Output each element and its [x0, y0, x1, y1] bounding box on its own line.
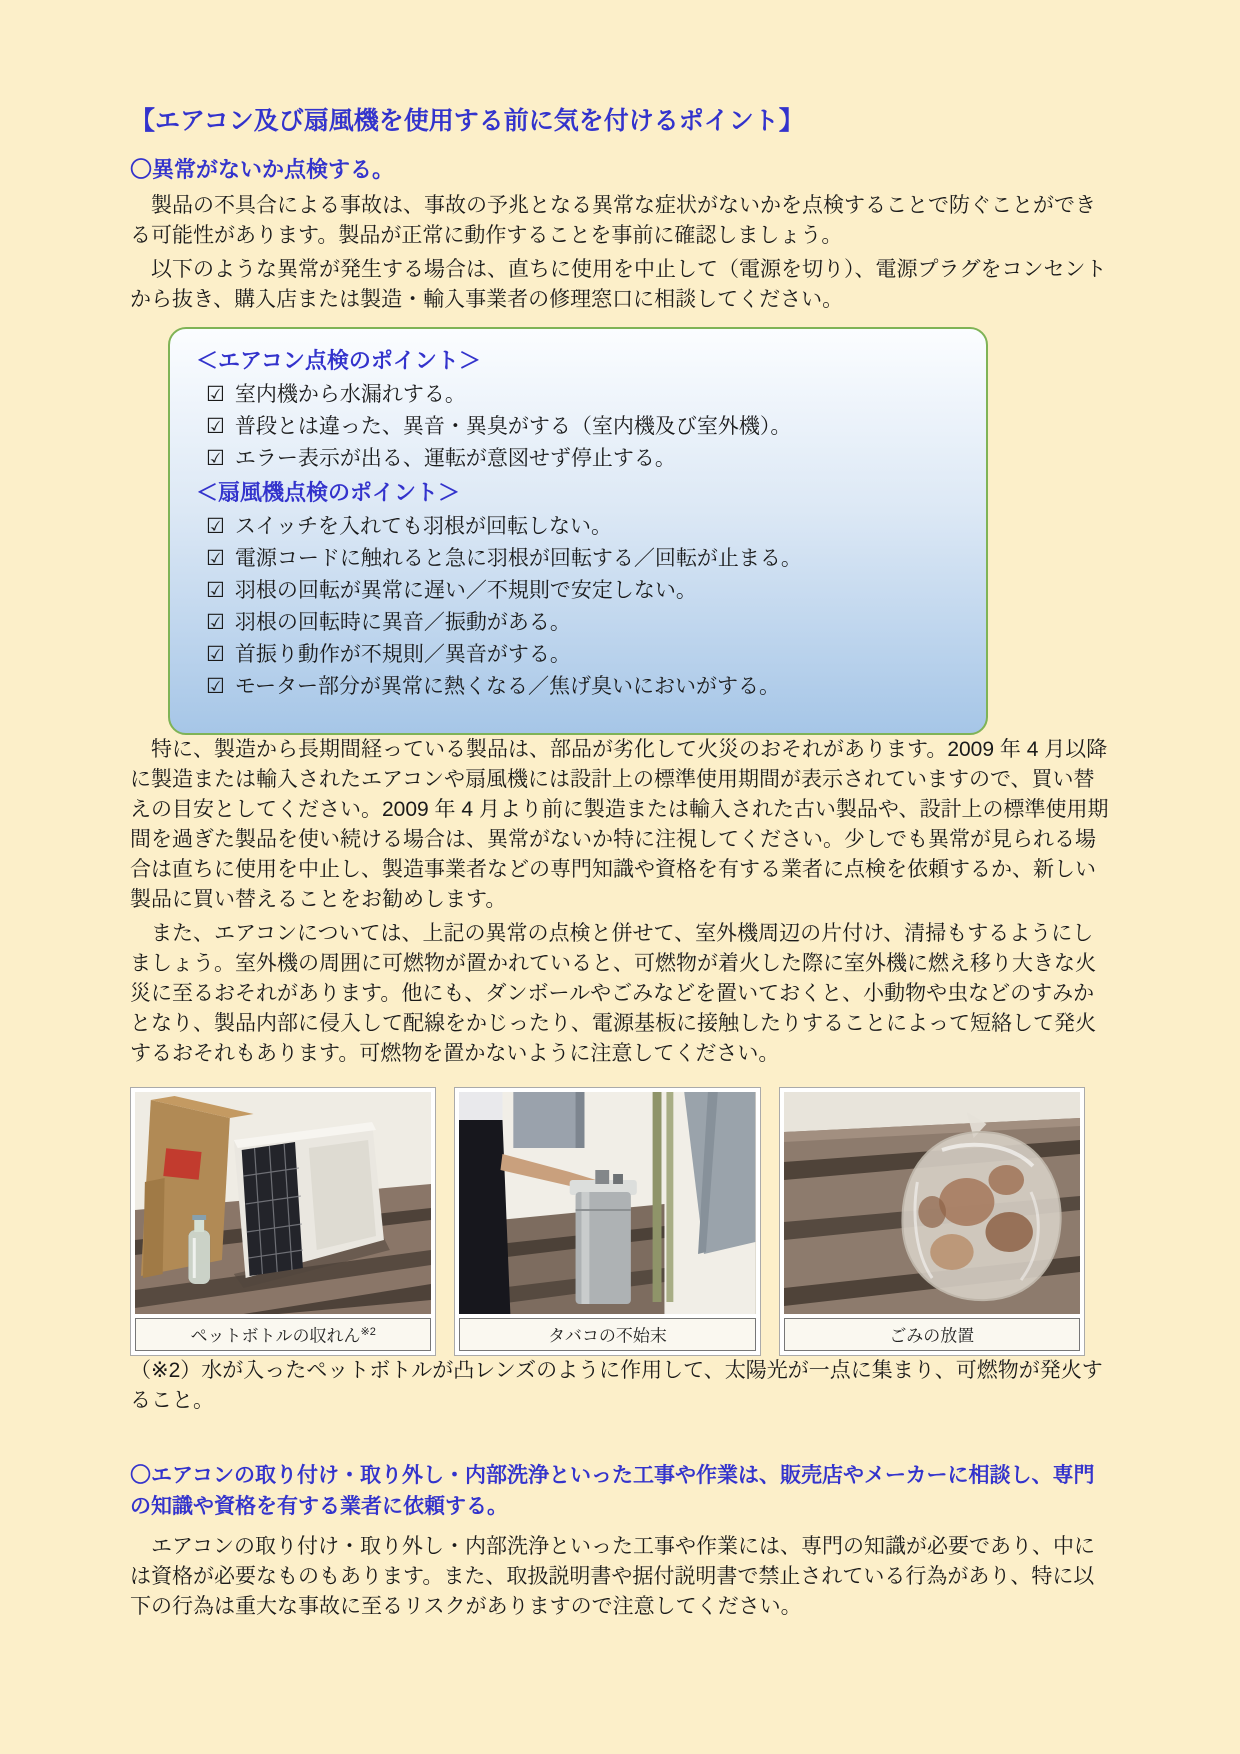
- checklist-item-fan-3: [206, 607, 960, 639]
- figure-caption-text: ごみの放置: [889, 1326, 975, 1346]
- figure-caption: [784, 1318, 1080, 1351]
- checklist-item-fan-5: [206, 671, 960, 703]
- checkbox-icon: ☑: [206, 383, 225, 406]
- figure-caption: [135, 1318, 431, 1351]
- paragraph-inspection-1: 製品の不具合による事故は、事故の予兆となる異常な症状がないかを点検することで防ぐことができる可能性があります。製品が正常に動作することを事前に確認しましょう。: [130, 194, 1096, 247]
- pet-bottle-outdoor-unit-image: [135, 1092, 431, 1314]
- checkbox-icon: ☑: [206, 415, 225, 438]
- paragraph-aging-products: 特に、製造から長期間経っている製品は、部品が劣化して火災のおそれがあります。2009 年 4 月以降に製造または輸入されたエアコンや扇風機には設計上の標準使用期間が表示されていますので、買い替えの目安としてください。2009 年 4 月より前に製造または輸入された古い製品や、設計上の標準使用期間を過ぎた製品を使い続ける場合は、異常がないか特に注視してください。少しでも異常が見られる場合は直ちに使用を中止し、製造事業者などの専門知識や資格を有する業者に点検を依頼するか、新しい製品に買い替えることをお勧めします。: [130, 738, 1109, 911]
- checkbox-icon: ☑: [206, 447, 225, 470]
- garbage-bag-image: [784, 1092, 1080, 1314]
- photo-cigarette: [454, 1087, 760, 1356]
- note-pet-bottle: （※2）水が入ったペットボトルが凸レンズのように作用して、太陽光が一点に集まり、可燃物が発火すること。: [130, 1358, 1103, 1412]
- figure-caption-text: ペットボトルの収れん: [190, 1326, 361, 1346]
- checklist-item-label: 羽根の回転時に異音／振動がある。: [234, 611, 571, 634]
- checkbox-icon: ☑: [206, 611, 225, 634]
- checklist-heading-fan: ＜扇風機点検のポイント＞: [196, 480, 461, 505]
- checklist-item-label: スイッチを入れても羽根が回転しない。: [234, 515, 612, 538]
- cigarette-disposal-image: [459, 1092, 755, 1314]
- figure-caption-sup: ※2: [360, 1326, 376, 1338]
- checklist-item-label: 首振り動作が不規則／異音がする。: [234, 643, 571, 666]
- checklist-item-fan-0: [206, 511, 960, 543]
- paragraph-installation: エアコンの取り付け・取り外し・内部洗浄といった工事や作業には、専門の知識が必要であり、中には資格が必要なものもあります。また、取扱説明書や据付説明書で禁止されている行為があり、特に以下の行為は重大な事故に至るリスクがありますので注意してください。: [130, 1534, 1095, 1618]
- photo-garbage: [779, 1087, 1085, 1356]
- checklist-item-aircon-2: [206, 443, 960, 475]
- checklist-item-label: 室内機から水漏れする。: [234, 383, 466, 406]
- checklist-item-fan-4: [206, 639, 960, 671]
- paragraph-outdoor-unit-cleanup: また、エアコンについては、上記の異常の点検と併せて、室外機周辺の片付け、清掃もするようにしましょう。室外機の周囲に可燃物が置かれていると、可燃物が着火した際に室外機に燃え移り大きな火災に至るおそれがあります。他にも、ダンボールやごみなどを置いておくと、小動物や虫などのすみかとなり、製品内部に侵入して配線をかじったり、電源基板に接触したりすることによって短絡して発火するおそれもあります。可燃物を置かないように注意してください。: [130, 922, 1096, 1065]
- checkbox-icon: ☑: [206, 579, 225, 602]
- checklist-item-label: エラー表示が出る、運転が意図せず停止する。: [234, 447, 676, 470]
- checkbox-icon: ☑: [206, 547, 225, 570]
- checkbox-icon: ☑: [206, 675, 225, 698]
- checklist-item-aircon-1: [206, 411, 960, 443]
- figure-caption: [459, 1318, 755, 1351]
- checklist-item-label: 電源コードに触れると急に羽根が回転する／回転が止まる。: [234, 547, 802, 570]
- figure-caption-text: タバコの不始末: [548, 1326, 667, 1346]
- checklist-box: [168, 327, 988, 735]
- section-heading-inspection: 〇異常がないか点検する。: [130, 157, 395, 182]
- paragraph-inspection-2: 以下のような異常が発生する場合は、直ちに使用を中止して（電源を切り）、電源プラグをコンセントから抜き、購入店または製造・輸入事業者の修理窓口に相談してください。: [130, 258, 1107, 311]
- checklist-item-label: モーター部分が異常に熱くなる／焦げ臭いにおいがする。: [234, 675, 780, 698]
- checklist-item-label: 羽根の回転が異常に遅い／不規則で安定しない。: [234, 579, 697, 602]
- photo-row: [130, 1087, 1085, 1356]
- checkbox-icon: ☑: [206, 643, 225, 666]
- checklist-heading-aircon: ＜エアコン点検のポイント＞: [196, 348, 481, 373]
- checkbox-icon: ☑: [206, 515, 225, 538]
- checklist-item-aircon-0: [206, 379, 960, 411]
- checklist-item-fan-2: [206, 575, 960, 607]
- page-title: 【エアコン及び扇風機を使用する前に気を付けるポイント】: [130, 107, 804, 135]
- checklist-item-label: 普段とは違った、異音・異臭がする（室内機及び室外機）。: [234, 415, 792, 438]
- section-heading-installation: 〇エアコンの取り付け・取り外し・内部洗浄といった工事や作業は、販売店やメーカーに相談し、専門の知識や資格を有する業者に依頼する。: [130, 1463, 1095, 1518]
- checklist-item-fan-1: [206, 543, 960, 575]
- photo-pet-bottle: [130, 1087, 436, 1356]
